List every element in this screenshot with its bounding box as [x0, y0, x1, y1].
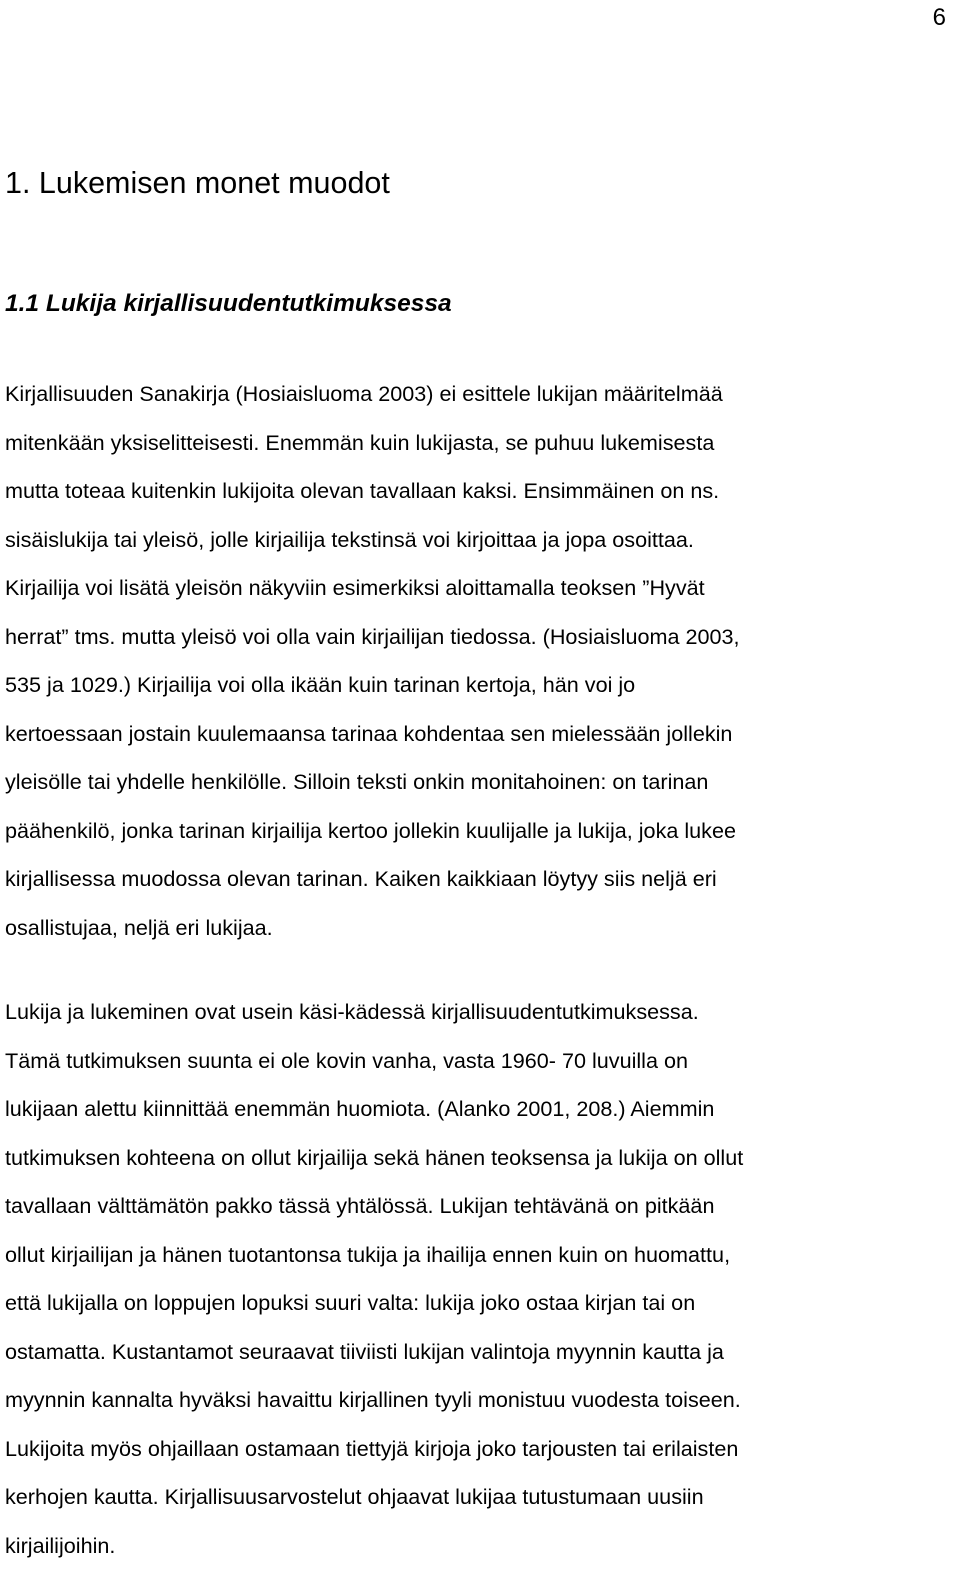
- paragraph-line: yleisölle tai yhdelle henkilölle. Silloin teksti onkin monitahoinen: on tarinan: [5, 769, 709, 795]
- paragraph-line: lukijaan alettu kiinnittää enemmän huomiota. (Alanko 2001, 208.) Aiemmin: [5, 1096, 715, 1122]
- paragraph-line: tutkimuksen kohteena on ollut kirjailija sekä hänen teoksensa ja lukija on ollut: [5, 1144, 744, 1170]
- paragraph-line: osallistujaa, neljä eri lukijaa.: [5, 915, 273, 941]
- paragraph-line: tavallaan välttämätön pakko tässä yhtälössä. Lukijan tehtävänä on pitkään: [5, 1193, 715, 1219]
- paragraph-line: mitenkään yksiselitteisesti. Enemmän kuin lukijasta, se puhuu lukemisesta: [5, 429, 715, 455]
- paragraph-line: kerhojen kautta. Kirjallisuusarvostelut ohjaavat lukijaa tutustumaan uusiin: [5, 1484, 704, 1510]
- paragraph-line: 535 ja 1029.) Kirjailija voi olla ikään kuin tarinan kertoja, hän voi jo: [5, 672, 636, 698]
- paragraph-line: ollut kirjailijan ja hänen tuotantonsa tukija ja ihailija ennen kuin on huomattu,: [5, 1241, 731, 1267]
- paragraph-line: kertoessaan jostain kuulemaansa tarinaa kohdentaa sen mielessään jollekin: [5, 720, 733, 746]
- section-heading: 1.1 Lukija kirjallisuudentutkimuksessa: [5, 290, 452, 317]
- paragraph-line: Kirjallisuuden Sanakirja (Hosiaisluoma 2003) ei esittele lukijan määritelmää: [5, 381, 723, 406]
- paragraph-line: Kirjailija voi lisätä yleisön näkyviin esimerkiksi aloittamalla teoksen ”Hyvät: [5, 575, 705, 601]
- paragraph-line: ostamatta. Kustantamot seuraavat tiiviisti lukijan valintoja myynnin kautta ja: [5, 1338, 724, 1364]
- chapter-heading: 1. Lukemisen monet muodot: [5, 166, 390, 200]
- paragraph-line: kirjailijoihin.: [5, 1533, 116, 1559]
- paragraph-line: myynnin kannalta hyväksi havaittu kirjallinen tyyli monistuu vuodesta toiseen.: [5, 1387, 741, 1413]
- body-paragraph-1: [5, 370, 740, 953]
- body-paragraph-2: [5, 988, 743, 1571]
- paragraph-line: kirjallisessa muodossa olevan tarinan. Kaiken kaikkiaan löytyy siis neljä eri: [5, 866, 717, 892]
- paragraph-line: mutta toteaa kuitenkin lukijoita olevan tavallaan kaksi. Ensimmäinen on ns.: [5, 478, 720, 504]
- paragraph-line: herrat” tms. mutta yleisö voi olla vain kirjailijan tiedossa. (Hosiaisluoma 2003,: [5, 623, 740, 649]
- paragraph-line: sisäislukija tai yleisö, jolle kirjailija tekstinsä voi kirjoittaa ja jopa osoittaa.: [5, 526, 694, 552]
- paragraph-line: Lukijoita myös ohjaillaan ostamaan tiettyjä kirjoja joko tarjousten tai erilaisten: [5, 1435, 739, 1461]
- page-number: 6: [932, 4, 946, 31]
- paragraph-line: päähenkilö, jonka tarinan kirjailija kertoo jollekin kuulijalle ja lukija, joka lukee: [5, 817, 736, 843]
- paragraph-line: Tämä tutkimuksen suunta ei ole kovin vanha, vasta 1960- 70 luvuilla on: [5, 1047, 688, 1073]
- paragraph-line: että lukijalla on loppujen lopuksi suuri valta: lukija joko ostaa kirjan tai on: [5, 1290, 696, 1316]
- paragraph-line: Lukija ja lukeminen ovat usein käsi-kädessä kirjallisuudentutkimuksessa.: [5, 999, 699, 1024]
